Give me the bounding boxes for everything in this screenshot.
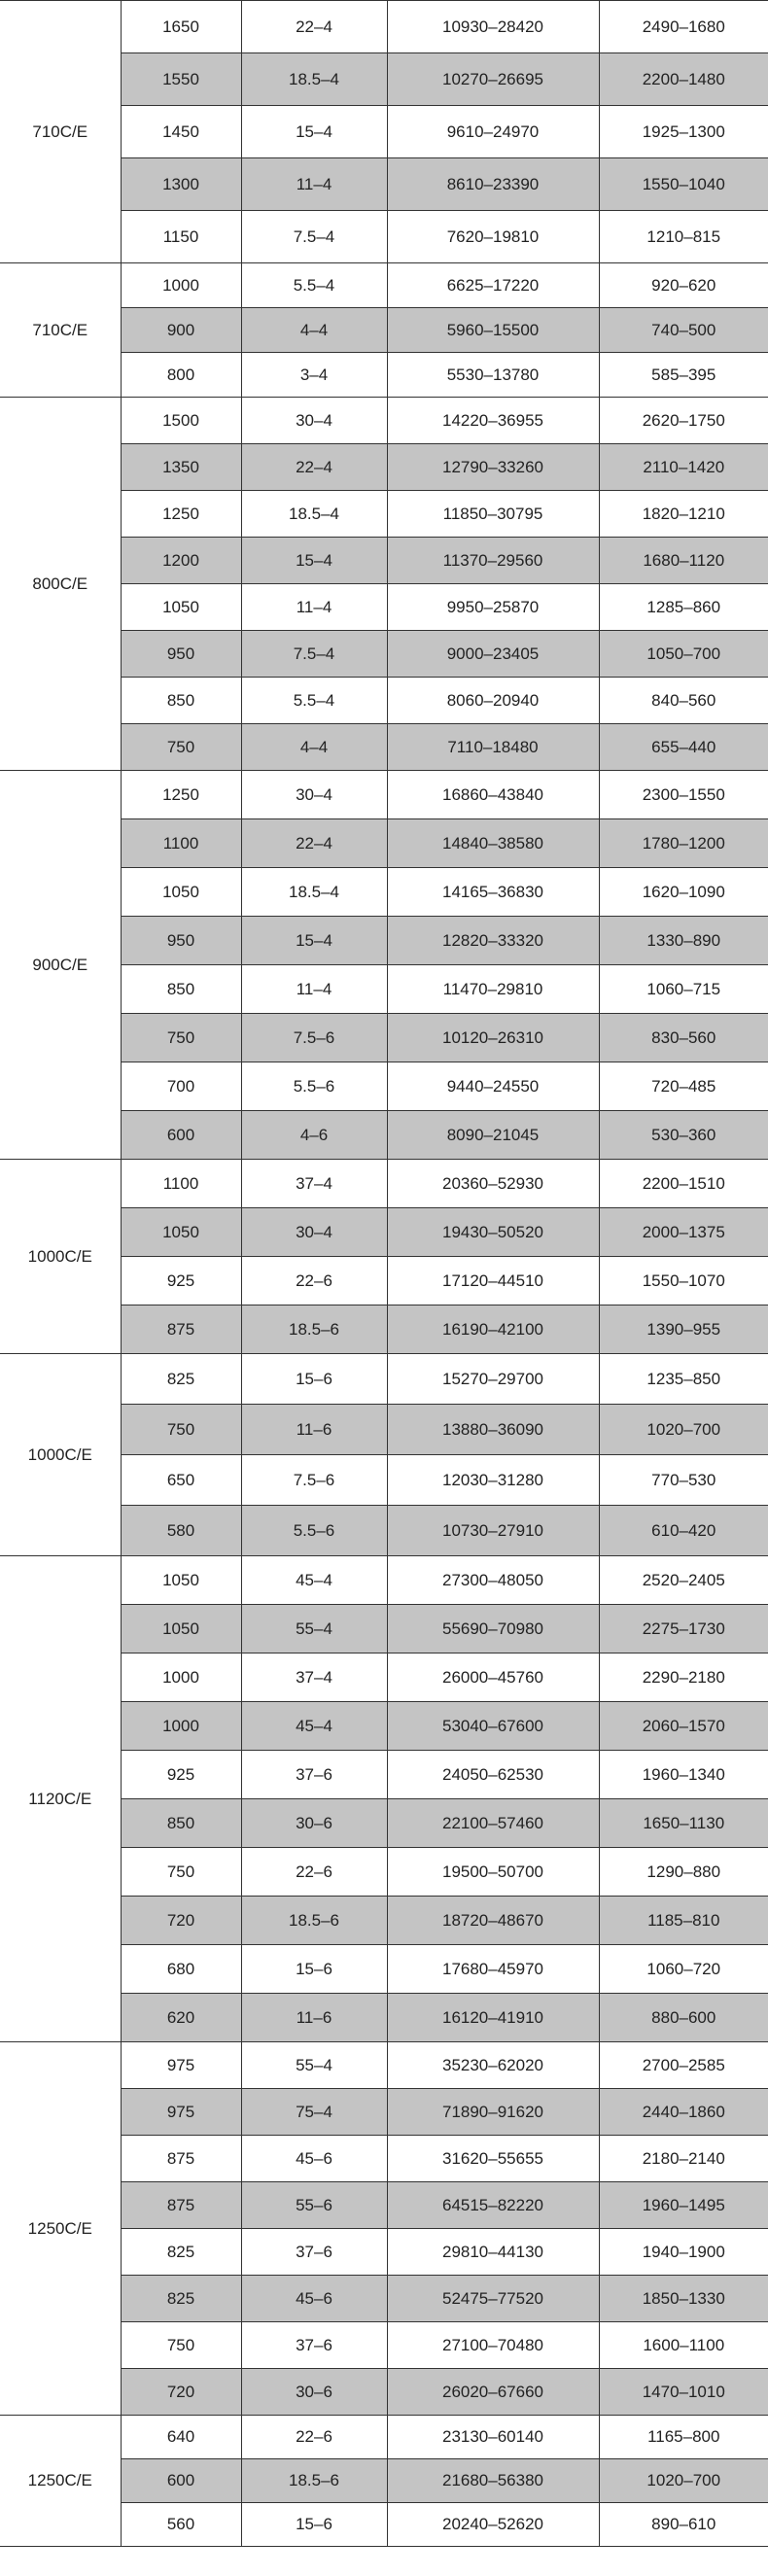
table-row xyxy=(0,2416,768,2459)
motor-power-cell: 7.5–4 xyxy=(241,211,387,263)
pressure-cell: 1620–1090 xyxy=(599,868,768,917)
pressure-cell: 720–485 xyxy=(599,1062,768,1111)
pressure-cell: 2300–1550 xyxy=(599,771,768,819)
motor-power-cell: 18.5–6 xyxy=(241,1305,387,1354)
table-row xyxy=(0,771,768,819)
pressure-cell: 2110–1420 xyxy=(599,444,768,491)
airflow-cell: 10730–27910 xyxy=(387,1506,599,1556)
airflow-cell: 53040–67600 xyxy=(387,1702,599,1751)
motor-power-cell: 30–4 xyxy=(241,771,387,819)
airflow-cell: 20360–52930 xyxy=(387,1160,599,1208)
model-cell: 710C/E xyxy=(0,263,121,398)
speed-cell: 1350 xyxy=(121,444,241,491)
pressure-cell: 1020–700 xyxy=(599,1405,768,1455)
airflow-cell: 9950–25870 xyxy=(387,584,599,631)
pressure-cell: 2000–1375 xyxy=(599,1208,768,1257)
motor-power-cell: 45–6 xyxy=(241,2136,387,2182)
motor-power-cell: 37–6 xyxy=(241,2322,387,2369)
speed-cell: 850 xyxy=(121,1799,241,1848)
motor-power-cell: 15–4 xyxy=(241,917,387,965)
airflow-cell: 9610–24970 xyxy=(387,106,599,158)
speed-cell: 900 xyxy=(121,308,241,353)
motor-power-cell: 37–4 xyxy=(241,1654,387,1702)
motor-power-cell: 11–4 xyxy=(241,965,387,1014)
speed-cell: 560 xyxy=(121,2503,241,2547)
motor-power-cell: 37–6 xyxy=(241,1751,387,1799)
pressure-cell: 585–395 xyxy=(599,353,768,398)
motor-power-cell: 22–6 xyxy=(241,1257,387,1305)
airflow-cell: 19500–50700 xyxy=(387,1848,599,1897)
motor-power-cell: 11–4 xyxy=(241,158,387,211)
speed-cell: 850 xyxy=(121,965,241,1014)
motor-power-cell: 18.5–6 xyxy=(241,1897,387,1945)
pressure-cell: 1165–800 xyxy=(599,2416,768,2459)
speed-cell: 1300 xyxy=(121,158,241,211)
motor-power-cell: 7.5–6 xyxy=(241,1014,387,1062)
speed-cell: 925 xyxy=(121,1257,241,1305)
table-row xyxy=(0,1160,768,1208)
airflow-cell: 23130–60140 xyxy=(387,2416,599,2459)
airflow-cell: 14165–36830 xyxy=(387,868,599,917)
motor-power-cell: 15–6 xyxy=(241,2503,387,2547)
motor-power-cell: 37–4 xyxy=(241,1160,387,1208)
speed-cell: 640 xyxy=(121,2416,241,2459)
airflow-cell: 8610–23390 xyxy=(387,158,599,211)
motor-power-cell: 30–6 xyxy=(241,2369,387,2416)
airflow-cell: 7110–18480 xyxy=(387,724,599,771)
airflow-cell: 14220–36955 xyxy=(387,398,599,444)
pressure-cell: 1470–1010 xyxy=(599,2369,768,2416)
table-row xyxy=(0,1354,768,1405)
speed-cell: 1100 xyxy=(121,819,241,868)
airflow-cell: 20240–52620 xyxy=(387,2503,599,2547)
pressure-cell: 2060–1570 xyxy=(599,1702,768,1751)
airflow-cell: 13880–36090 xyxy=(387,1405,599,1455)
motor-power-cell: 22–4 xyxy=(241,444,387,491)
pressure-cell: 2490–1680 xyxy=(599,1,768,53)
airflow-cell: 8060–20940 xyxy=(387,678,599,724)
motor-power-cell: 15–4 xyxy=(241,106,387,158)
pressure-cell: 1960–1340 xyxy=(599,1751,768,1799)
airflow-cell: 9440–24550 xyxy=(387,1062,599,1111)
motor-power-cell: 22–4 xyxy=(241,819,387,868)
model-cell: 1000C/E xyxy=(0,1160,121,1354)
speed-cell: 1050 xyxy=(121,1208,241,1257)
motor-power-cell: 22–4 xyxy=(241,1,387,53)
model-cell: 1120C/E xyxy=(0,1556,121,2042)
speed-cell: 1250 xyxy=(121,491,241,538)
airflow-cell: 16190–42100 xyxy=(387,1305,599,1354)
pressure-cell: 2290–2180 xyxy=(599,1654,768,1702)
airflow-cell: 11850–30795 xyxy=(387,491,599,538)
airflow-cell: 9000–23405 xyxy=(387,631,599,678)
airflow-cell: 12820–33320 xyxy=(387,917,599,965)
airflow-cell: 12030–31280 xyxy=(387,1455,599,1506)
airflow-cell: 5960–15500 xyxy=(387,308,599,353)
speed-cell: 825 xyxy=(121,2229,241,2276)
airflow-cell: 29810–44130 xyxy=(387,2229,599,2276)
speed-cell: 1150 xyxy=(121,211,241,263)
motor-power-cell: 5.5–6 xyxy=(241,1062,387,1111)
speed-cell: 875 xyxy=(121,2136,241,2182)
motor-power-cell: 30–4 xyxy=(241,398,387,444)
table-row xyxy=(0,1556,768,1605)
motor-power-cell: 4–6 xyxy=(241,1111,387,1160)
motor-power-cell: 75–4 xyxy=(241,2089,387,2136)
airflow-cell: 27100–70480 xyxy=(387,2322,599,2369)
airflow-cell: 16120–41910 xyxy=(387,1994,599,2042)
pressure-cell: 1060–715 xyxy=(599,965,768,1014)
pressure-cell: 2620–1750 xyxy=(599,398,768,444)
pressure-cell: 2200–1480 xyxy=(599,53,768,106)
model-cell: 900C/E xyxy=(0,771,121,1160)
speed-cell: 875 xyxy=(121,2182,241,2229)
speed-cell: 1550 xyxy=(121,53,241,106)
pressure-cell: 1600–1100 xyxy=(599,2322,768,2369)
speed-cell: 1200 xyxy=(121,538,241,584)
speed-cell: 1450 xyxy=(121,106,241,158)
airflow-cell: 10270–26695 xyxy=(387,53,599,106)
pressure-cell: 1185–810 xyxy=(599,1897,768,1945)
airflow-cell: 14840–38580 xyxy=(387,819,599,868)
speed-cell: 825 xyxy=(121,2276,241,2322)
motor-power-cell: 4–4 xyxy=(241,724,387,771)
airflow-cell: 10930–28420 xyxy=(387,1,599,53)
pressure-cell: 890–610 xyxy=(599,2503,768,2547)
pressure-cell: 1210–815 xyxy=(599,211,768,263)
speed-cell: 700 xyxy=(121,1062,241,1111)
motor-power-cell: 7.5–6 xyxy=(241,1455,387,1506)
pressure-cell: 2700–2585 xyxy=(599,2042,768,2089)
speed-cell: 720 xyxy=(121,1897,241,1945)
table-row xyxy=(0,263,768,308)
motor-power-cell: 11–6 xyxy=(241,1994,387,2042)
pressure-cell: 1940–1900 xyxy=(599,2229,768,2276)
speed-cell: 680 xyxy=(121,1945,241,1994)
speed-cell: 1650 xyxy=(121,1,241,53)
pressure-cell: 2520–2405 xyxy=(599,1556,768,1605)
airflow-cell: 52475–77520 xyxy=(387,2276,599,2322)
speed-cell: 825 xyxy=(121,1354,241,1405)
speed-cell: 925 xyxy=(121,1751,241,1799)
speed-cell: 1250 xyxy=(121,771,241,819)
motor-power-cell: 5.5–6 xyxy=(241,1506,387,1556)
motor-power-cell: 3–4 xyxy=(241,353,387,398)
pressure-cell: 1020–700 xyxy=(599,2459,768,2503)
motor-power-cell: 55–4 xyxy=(241,1605,387,1654)
motor-power-cell: 5.5–4 xyxy=(241,678,387,724)
pressure-cell: 920–620 xyxy=(599,263,768,308)
pressure-cell: 830–560 xyxy=(599,1014,768,1062)
model-cell: 1000C/E xyxy=(0,1354,121,1556)
motor-power-cell: 22–6 xyxy=(241,1848,387,1897)
speed-cell: 750 xyxy=(121,2322,241,2369)
airflow-cell: 17680–45970 xyxy=(387,1945,599,1994)
table-row xyxy=(0,1,768,53)
pressure-cell: 610–420 xyxy=(599,1506,768,1556)
pressure-cell: 1680–1120 xyxy=(599,538,768,584)
motor-power-cell: 5.5–4 xyxy=(241,263,387,308)
motor-power-cell: 7.5–4 xyxy=(241,631,387,678)
speed-cell: 620 xyxy=(121,1994,241,2042)
airflow-cell: 64515–82220 xyxy=(387,2182,599,2229)
pressure-cell: 1820–1210 xyxy=(599,491,768,538)
speed-cell: 1000 xyxy=(121,263,241,308)
speed-cell: 1050 xyxy=(121,584,241,631)
speed-cell: 800 xyxy=(121,353,241,398)
motor-power-cell: 45–4 xyxy=(241,1702,387,1751)
motor-power-cell: 18.5–4 xyxy=(241,53,387,106)
airflow-cell: 26000–45760 xyxy=(387,1654,599,1702)
airflow-cell: 12790–33260 xyxy=(387,444,599,491)
airflow-cell: 17120–44510 xyxy=(387,1257,599,1305)
airflow-cell: 11470–29810 xyxy=(387,965,599,1014)
motor-power-cell: 30–6 xyxy=(241,1799,387,1848)
airflow-cell: 16860–43840 xyxy=(387,771,599,819)
pressure-cell: 1550–1040 xyxy=(599,158,768,211)
pressure-cell: 1390–955 xyxy=(599,1305,768,1354)
pressure-cell: 840–560 xyxy=(599,678,768,724)
speed-cell: 975 xyxy=(121,2042,241,2089)
motor-power-cell: 18.5–4 xyxy=(241,491,387,538)
airflow-cell: 21680–56380 xyxy=(387,2459,599,2503)
speed-cell: 850 xyxy=(121,678,241,724)
motor-power-cell: 22–6 xyxy=(241,2416,387,2459)
speed-cell: 1000 xyxy=(121,1702,241,1751)
pressure-cell: 1290–880 xyxy=(599,1848,768,1897)
speed-cell: 1050 xyxy=(121,868,241,917)
speed-cell: 600 xyxy=(121,2459,241,2503)
speed-cell: 950 xyxy=(121,631,241,678)
pressure-cell: 2275–1730 xyxy=(599,1605,768,1654)
pressure-cell: 770–530 xyxy=(599,1455,768,1506)
speed-cell: 1050 xyxy=(121,1556,241,1605)
speed-cell: 1100 xyxy=(121,1160,241,1208)
airflow-cell: 35230–62020 xyxy=(387,2042,599,2089)
airflow-cell: 5530–13780 xyxy=(387,353,599,398)
pressure-cell: 1650–1130 xyxy=(599,1799,768,1848)
pressure-cell: 530–360 xyxy=(599,1111,768,1160)
pressure-cell: 2200–1510 xyxy=(599,1160,768,1208)
pressure-cell: 1780–1200 xyxy=(599,819,768,868)
motor-power-cell: 15–4 xyxy=(241,538,387,584)
pressure-cell: 2440–1860 xyxy=(599,2089,768,2136)
pressure-cell: 655–440 xyxy=(599,724,768,771)
motor-power-cell: 30–4 xyxy=(241,1208,387,1257)
motor-power-cell: 45–4 xyxy=(241,1556,387,1605)
airflow-cell: 7620–19810 xyxy=(387,211,599,263)
speed-cell: 1050 xyxy=(121,1605,241,1654)
airflow-cell: 71890–91620 xyxy=(387,2089,599,2136)
pressure-cell: 1925–1300 xyxy=(599,106,768,158)
airflow-cell: 31620–55655 xyxy=(387,2136,599,2182)
airflow-cell: 27300–48050 xyxy=(387,1556,599,1605)
speed-cell: 950 xyxy=(121,917,241,965)
airflow-cell: 19430–50520 xyxy=(387,1208,599,1257)
pressure-cell: 1235–850 xyxy=(599,1354,768,1405)
model-cell: 800C/E xyxy=(0,398,121,771)
pressure-cell: 1285–860 xyxy=(599,584,768,631)
motor-power-cell: 15–6 xyxy=(241,1354,387,1405)
airflow-cell: 8090–21045 xyxy=(387,1111,599,1160)
speed-cell: 650 xyxy=(121,1455,241,1506)
airflow-cell: 55690–70980 xyxy=(387,1605,599,1654)
pressure-cell: 740–500 xyxy=(599,308,768,353)
table-row xyxy=(0,2042,768,2089)
speed-cell: 750 xyxy=(121,1405,241,1455)
speed-cell: 720 xyxy=(121,2369,241,2416)
speed-cell: 1000 xyxy=(121,1654,241,1702)
motor-power-cell: 18.5–6 xyxy=(241,2459,387,2503)
motor-power-cell: 18.5–4 xyxy=(241,868,387,917)
airflow-cell: 18720–48670 xyxy=(387,1897,599,1945)
speed-cell: 580 xyxy=(121,1506,241,1556)
model-cell: 710C/E xyxy=(0,1,121,263)
pressure-cell: 1330–890 xyxy=(599,917,768,965)
motor-power-cell: 4–4 xyxy=(241,308,387,353)
pressure-cell: 1050–700 xyxy=(599,631,768,678)
airflow-cell: 26020–67660 xyxy=(387,2369,599,2416)
table-row xyxy=(0,398,768,444)
motor-power-cell: 11–6 xyxy=(241,1405,387,1455)
motor-power-cell: 45–6 xyxy=(241,2276,387,2322)
pressure-cell: 1550–1070 xyxy=(599,1257,768,1305)
airflow-cell: 15270–29700 xyxy=(387,1354,599,1405)
speed-cell: 750 xyxy=(121,1848,241,1897)
speed-cell: 975 xyxy=(121,2089,241,2136)
speed-cell: 875 xyxy=(121,1305,241,1354)
speed-cell: 1500 xyxy=(121,398,241,444)
model-cell: 1250C/E xyxy=(0,2416,121,2547)
model-cell: 1250C/E xyxy=(0,2042,121,2416)
motor-power-cell: 37–6 xyxy=(241,2229,387,2276)
pressure-cell: 1960–1495 xyxy=(599,2182,768,2229)
airflow-cell: 6625–17220 xyxy=(387,263,599,308)
pressure-cell: 1060–720 xyxy=(599,1945,768,1994)
speed-cell: 600 xyxy=(121,1111,241,1160)
speed-cell: 750 xyxy=(121,724,241,771)
pressure-cell: 1850–1330 xyxy=(599,2276,768,2322)
motor-power-cell: 55–4 xyxy=(241,2042,387,2089)
airflow-cell: 24050–62530 xyxy=(387,1751,599,1799)
airflow-cell: 11370–29560 xyxy=(387,538,599,584)
motor-power-cell: 15–6 xyxy=(241,1945,387,1994)
motor-power-cell: 55–6 xyxy=(241,2182,387,2229)
pressure-cell: 2180–2140 xyxy=(599,2136,768,2182)
speed-cell: 750 xyxy=(121,1014,241,1062)
pressure-cell: 880–600 xyxy=(599,1994,768,2042)
motor-power-cell: 11–4 xyxy=(241,584,387,631)
airflow-cell: 22100–57460 xyxy=(387,1799,599,1848)
airflow-cell: 10120–26310 xyxy=(387,1014,599,1062)
